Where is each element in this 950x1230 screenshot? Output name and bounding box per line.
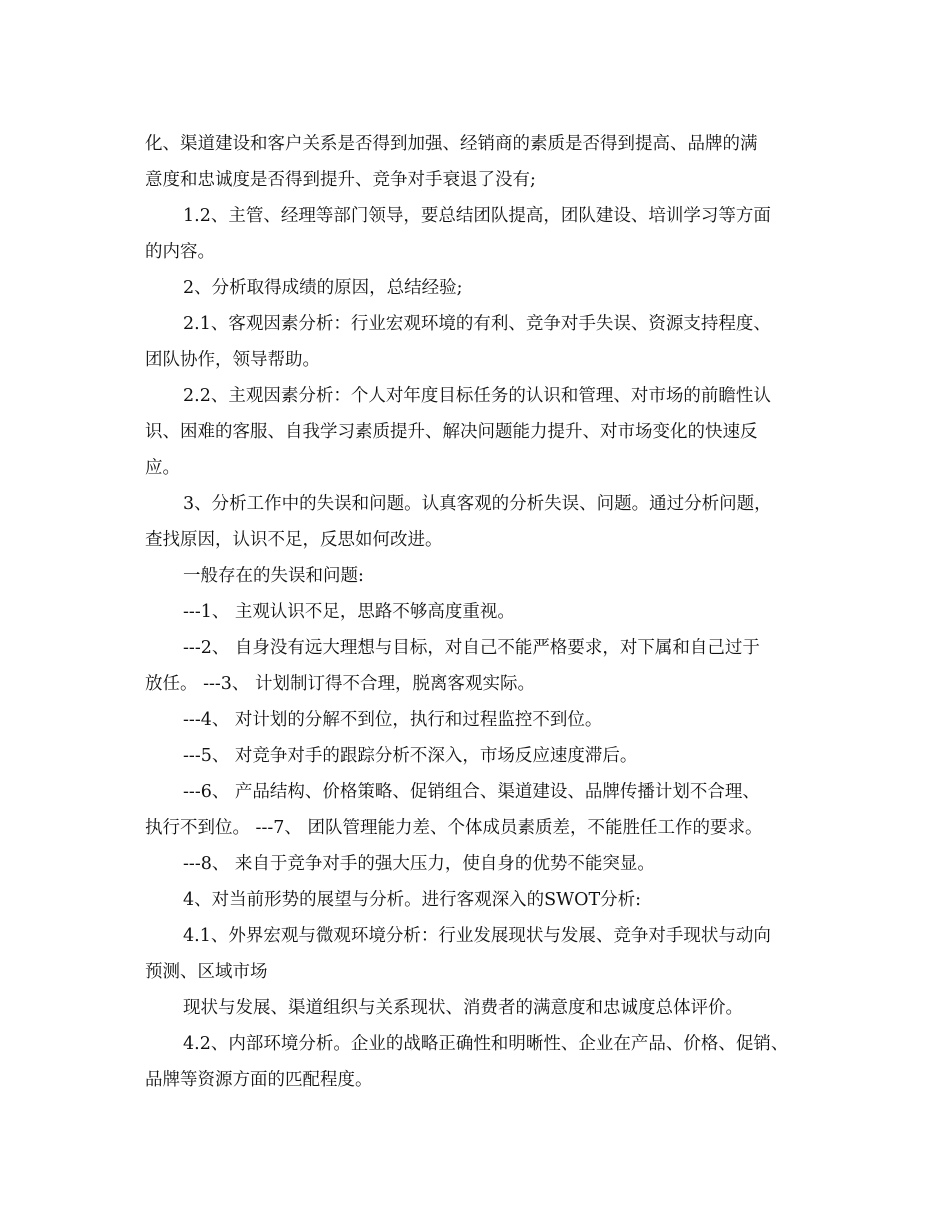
document-body [145,126,825,1098]
paragraph-line: 品牌等资源方面的匹配程度。 [145,1070,373,1090]
paragraph-line: 识、困难的客服、自我学习素质提升、解决问题能力提升、对市场变化的快速反 [145,422,758,442]
paragraph-line: ---5、 对竞争对手的跟踪分析不深入，市场反应速度滞后。 [183,746,638,766]
paragraph-line: 一般存在的失误和问题: [183,566,364,586]
paragraph-line: 1.2、主管、经理等部门领导，要总结团队提高，团队建设、培训学习等方面 [183,206,771,226]
paragraph-line: 预测、区域市场 [145,962,268,982]
paragraph-line: 2.2、主观因素分析：个人对年度目标任务的认识和管理、对市场的前瞻性认 [183,386,771,406]
paragraph-line: 查找原因，认识不足，反思如何改进。 [145,530,443,550]
paragraph-line: ---1、 主观认识不足，思路不够高度重视。 [183,602,515,622]
paragraph-line: 4、对当前形势的展望与分析。进行客观深入的SWOT分析: [183,890,642,910]
paragraph-line: ---8、 来自于竞争对手的强大压力，使自身的优势不能突显。 [183,854,655,874]
paragraph-line: 化、渠道建设和客户关系是否得到加强、经销商的素质是否得到提高、品牌的满 [145,134,758,154]
paragraph-line: 2、分析取得成绩的原因，总结经验; [183,278,463,298]
paragraph-line: 现状与发展、渠道组织与关系现状、消费者的满意度和忠诚度总体评价。 [183,998,743,1018]
paragraph-line: 的内容。 [145,242,215,262]
paragraph-line: ---6、 产品结构、价格策略、促销组合、渠道建设、品牌传播计划不合理、 [183,782,760,802]
paragraph-line: 4.2、内部环境分析。企业的战略正确性和明晰性、企业在产品、价格、促销、 [183,1034,789,1054]
paragraph-line: 放任。 ---3、 计划制订得不合理，脱离客观实际。 [145,674,535,694]
paragraph-line: 意度和忠诚度是否得到提升、竞争对手衰退了没有; [145,170,536,190]
paragraph-line: ---4、 对计划的分解不到位，执行和过程监控不到位。 [183,710,603,730]
paragraph-line: 应。 [145,458,180,478]
paragraph-line: 执行不到位。 ---7、 团队管理能力差、个体成员素质差，不能胜任工作的要求。 [145,818,763,838]
paragraph-line: 4.1、外界宏观与微观环境分析：行业发展现状与发展、竞争对手现状与动向 [183,926,771,946]
paragraph-line: 2.1、客观因素分析：行业宏观环境的有利、竞争对手失误、资源支持程度、 [183,314,771,334]
paragraph-line: ---2、 自身没有远大理想与目标，对自己不能严格要求，对下属和自己过于 [183,638,760,658]
paragraph-line: 3、分析工作中的失误和问题。认真客观的分析失误、问题。通过分析问题， [183,494,772,514]
paragraph-line: 团队协作，领导帮助。 [145,350,320,370]
